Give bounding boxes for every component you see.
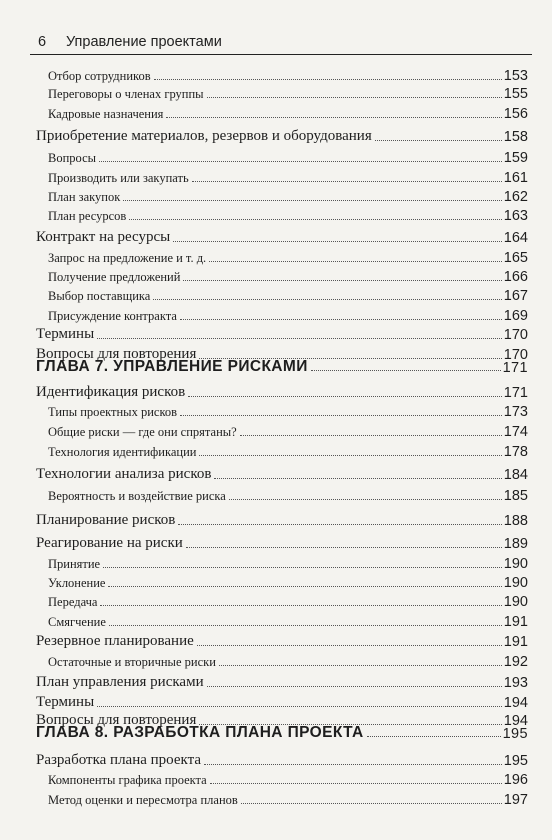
- toc-entry-title: Технологии анализа рисков: [36, 466, 212, 482]
- dot-leader: [210, 782, 502, 784]
- toc-entry-title: Смягчение: [48, 615, 106, 629]
- dot-leader: [204, 763, 502, 765]
- toc-entry-title: Разработка плана проекта: [36, 752, 201, 768]
- dot-leader: [180, 318, 502, 320]
- toc-entry: [36, 674, 528, 691]
- toc-entry-page: 155: [503, 86, 528, 102]
- toc-entry: [48, 170, 528, 186]
- dot-leader: [199, 454, 501, 456]
- toc-entry: [36, 128, 528, 145]
- dot-leader: [367, 735, 501, 737]
- dot-leader: [311, 369, 501, 371]
- toc-entry: [48, 208, 528, 224]
- dot-leader: [153, 298, 501, 300]
- toc-entry-page: 164: [503, 230, 528, 246]
- toc-entry-title: Отбор сотрудников: [48, 69, 151, 83]
- toc-entry-page: 190: [503, 575, 528, 591]
- toc-entry: [36, 633, 528, 650]
- toc-entry-title: Контракт на ресурсы: [36, 229, 171, 245]
- toc-entry-page: 178: [503, 444, 528, 460]
- dot-leader: [180, 414, 502, 416]
- toc-entry-title: Компоненты графика проекта: [48, 773, 207, 787]
- toc-entry-page: 156: [503, 106, 528, 122]
- toc-entry: [48, 424, 528, 440]
- toc-entry: [48, 654, 528, 670]
- toc-entry-title: Передача: [48, 595, 98, 609]
- toc-entry-page: 161: [503, 170, 528, 186]
- toc-entry: [48, 68, 528, 84]
- dot-leader: [166, 116, 501, 118]
- toc-entry-title: Типы проектных рисков: [48, 405, 178, 419]
- toc-entry-title: Переговоры о членах группы: [48, 87, 204, 101]
- dot-leader: [100, 604, 501, 606]
- toc-entry-page: 191: [503, 614, 528, 630]
- dot-leader: [214, 477, 501, 479]
- dot-leader: [97, 705, 502, 707]
- dot-leader: [192, 180, 502, 182]
- toc-entry-page: 165: [503, 250, 528, 266]
- toc-entry: [36, 694, 528, 711]
- toc-entry-page: 170: [503, 327, 528, 343]
- toc-entry: [48, 86, 528, 102]
- dot-leader: [173, 240, 502, 242]
- toc-entry-page: 159: [503, 150, 528, 166]
- toc-entry-page: 197: [503, 792, 528, 808]
- toc-entry-page: 171: [502, 360, 528, 376]
- toc-entry-title: Реагирование на риски: [36, 535, 183, 551]
- toc-entry-title: Технология идентификации: [48, 445, 197, 459]
- toc-entry-title: Выбор поставщика: [48, 289, 151, 303]
- toc-entry: [36, 229, 528, 246]
- dot-leader: [97, 337, 502, 339]
- toc-entry-page: 166: [503, 269, 528, 285]
- dot-leader: [183, 279, 501, 281]
- chapter-heading: [36, 724, 528, 742]
- toc-entry-title: Термины: [36, 326, 95, 342]
- toc-entry: [48, 792, 528, 808]
- dot-leader: [188, 395, 502, 397]
- dot-leader: [229, 498, 502, 500]
- toc-entry-title: Присуждение контракта: [48, 309, 177, 323]
- page-number: 6: [38, 34, 47, 50]
- toc-entry-title: Вопросы: [48, 151, 97, 165]
- toc-entry-page: 193: [503, 675, 528, 691]
- dot-leader: [123, 199, 502, 201]
- toc-entry-page: 158: [503, 129, 528, 145]
- dot-leader: [178, 523, 501, 525]
- toc-entry-page: 174: [503, 424, 528, 440]
- toc-entry-page: 169: [503, 308, 528, 324]
- toc-entry-title: Идентификация рисков: [36, 384, 186, 400]
- toc-entry-page: 167: [503, 288, 528, 304]
- toc-entry-title: ГЛАВА 8. РАЗРАБОТКА ПЛАНА ПРОЕКТА: [36, 724, 364, 741]
- toc-entry: [48, 250, 528, 266]
- toc-entry: [48, 288, 528, 304]
- toc-entry: [48, 772, 528, 788]
- toc-entry-title: Метод оценки и пересмотра планов: [48, 793, 238, 807]
- toc-entry-page: 153: [503, 68, 528, 84]
- toc-entry-title: Уклонение: [48, 576, 106, 590]
- toc-entry: [48, 594, 528, 610]
- toc-entry: [48, 404, 528, 420]
- toc-entry: [48, 444, 528, 460]
- dot-leader: [186, 546, 502, 548]
- toc-entry-title: Вероятность и воздействие риска: [48, 489, 226, 503]
- toc-entry-title: План ресурсов: [48, 209, 127, 223]
- toc-entry-page: 184: [503, 467, 528, 483]
- toc-entry: [48, 575, 528, 591]
- toc-entry-page: 195: [502, 726, 528, 742]
- toc-entry-title: План закупок: [48, 190, 121, 204]
- dot-leader: [103, 566, 502, 568]
- toc-entry: [36, 752, 528, 769]
- dot-leader: [99, 160, 502, 162]
- toc-entry: [48, 488, 528, 504]
- toc-entry-title: Планирование рисков: [36, 512, 176, 528]
- toc-entry-title: Получение предложений: [48, 270, 181, 284]
- toc-entry-page: 190: [503, 594, 528, 610]
- toc-entry-title: Термины: [36, 694, 95, 710]
- dot-leader: [108, 585, 501, 587]
- toc-entry: [36, 535, 528, 552]
- toc-entry: [36, 384, 528, 401]
- toc-entry: [48, 189, 528, 205]
- toc-entry-page: 162: [503, 189, 528, 205]
- toc-entry-title: Приобретение материалов, резервов и оборудования: [36, 128, 372, 144]
- dot-leader: [240, 434, 502, 436]
- toc-entry: [48, 614, 528, 630]
- dot-leader: [154, 78, 502, 80]
- toc-entry: [36, 326, 528, 343]
- toc-entry-page: 192: [503, 654, 528, 670]
- toc-entry-page: 171: [503, 385, 528, 401]
- dot-leader: [207, 685, 502, 687]
- toc-entry-title: Остаточные и вторичные риски: [48, 655, 216, 669]
- toc-entry-page: 194: [503, 695, 528, 711]
- dot-leader: [241, 802, 502, 804]
- toc-entry: [36, 512, 528, 529]
- dot-leader: [375, 139, 502, 141]
- toc-entry-page: 191: [503, 634, 528, 650]
- running-title: Управление проектами: [66, 34, 222, 50]
- toc-entry-page: 190: [503, 556, 528, 572]
- toc-entry-title: Кадровые назначения: [48, 107, 164, 121]
- toc-entry-title: Принятие: [48, 557, 101, 571]
- toc-entry-title: Общие риски — где они спрятаны?: [48, 425, 237, 439]
- toc-entry-page: 173: [503, 404, 528, 420]
- toc-entry-title: ГЛАВА 7. УПРАВЛЕНИЕ РИСКАМИ: [36, 358, 308, 375]
- toc-entry-page: 188: [503, 513, 528, 529]
- toc-entry-title: Производить или закупать: [48, 171, 189, 185]
- toc-entry-title: Вопросы для повторения: [36, 346, 197, 362]
- toc-entry-page: 163: [503, 208, 528, 224]
- dot-leader: [109, 624, 502, 626]
- toc-entry-page: 195: [503, 753, 528, 769]
- chapter-heading: [36, 358, 528, 376]
- toc-entry-title: Резервное планирование: [36, 633, 194, 649]
- dot-leader: [129, 218, 501, 220]
- dot-leader: [219, 664, 502, 666]
- toc-entry-page: 185: [503, 488, 528, 504]
- toc-entry-page: 194: [503, 713, 528, 729]
- toc-entry-page: 196: [503, 772, 528, 788]
- toc-entry-title: Запрос на предложение и т. д.: [48, 251, 207, 265]
- toc-entry: [36, 466, 528, 483]
- dot-leader: [197, 644, 502, 646]
- toc-entry: [48, 308, 528, 324]
- toc-entry-page: 189: [503, 536, 528, 552]
- dot-leader: [209, 260, 502, 262]
- toc-entry: [48, 269, 528, 285]
- toc-entry-title: План управления рисками: [36, 674, 204, 690]
- toc-entry-title: Вопросы для повторения: [36, 712, 197, 728]
- dot-leader: [207, 96, 502, 98]
- toc-entry: [48, 106, 528, 122]
- toc-entry: [48, 556, 528, 572]
- toc-entry-page: 170: [503, 347, 528, 363]
- toc-entry: [48, 150, 528, 166]
